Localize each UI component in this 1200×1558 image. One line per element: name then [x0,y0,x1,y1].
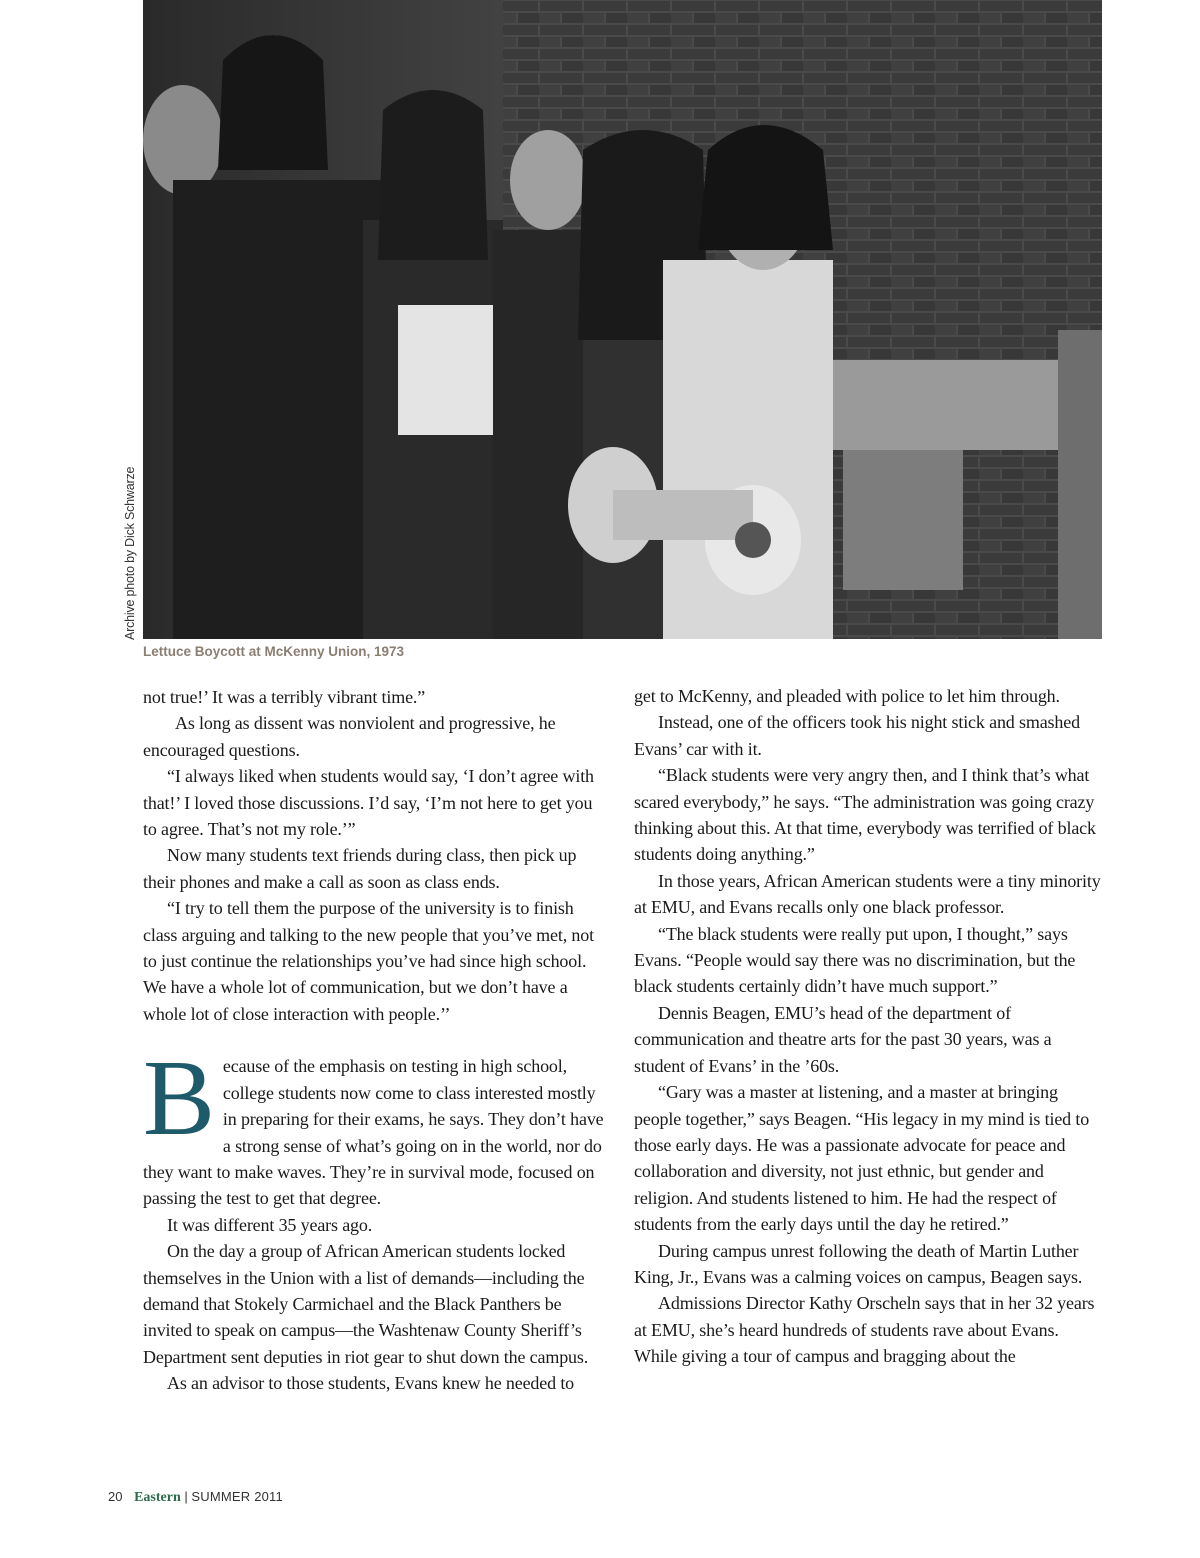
paragraph: On the day a group of African American students locked themselves in the Union with a list of demands—including the demand that Stokely Carmichael and the Black Panthers be invited to speak on campus—the Washtenaw County Sheriff’s Department sent deputies in riot gear to shut down the campus. [143,1241,589,1367]
article-column-left [143,684,609,1397]
dropcap-letter: B [143,1039,215,1159]
paragraph: Dennis Beagen, EMU’s head of the department of communication and theatre arts for the past 30 years, was a student of Evans’ in the ’60s. [634,1002,1052,1076]
page-footer [108,1489,283,1506]
page-number: 20 [108,1489,123,1504]
footer-separator: | [184,1489,188,1504]
photo-credit: Archive photo by Dick Schwarze [123,466,137,640]
paragraph: “Black students were very angry then, and I think that’s what scared everybody,” he says. “The administration was going crazy thinking about this. At that time, everybody was terrified of black students doing anything.” [634,765,1096,865]
paragraph: As an advisor to those students, Evans knew he needed to [167,1373,575,1394]
paragraph: not true!’ It was a terribly vibrant time.” [143,687,426,707]
dropcap-paragraph [143,1039,609,1211]
paragraph: Instead, one of the officers took his night stick and smashed Evans’ car with it. [634,712,1080,759]
paragraph: “The black students were really put upon, I thought,” says Evans. “People would say there was no discrimination, but the black students certainly didn’t have much support.” [634,923,1076,997]
paragraph: “Gary was a master at listening, and a master at bringing people together,” says Beagen. “His legacy in my mind is tied to those early days. He was a passionate advocate for peace and collaboration and diversity, not just ethnic, but gender and religion. And students listened to him. He had the respect of students from the early days until the day he retired.” [634,1082,1090,1235]
paragraph: “I always liked when students would say, ‘I don’t agree with that!’ I loved those discussions. I’d say, ‘I’m not here to get you to agree. That’s not my role.’” [143,766,594,840]
paragraph: Now many students text friends during class, then pick up their phones and make a call as soon as class ends. [143,845,577,892]
photo-caption: Lettuce Boycott at McKenny Union, 1973 [143,644,405,659]
paragraph: It was different 35 years ago. [167,1214,373,1235]
archive-photo [143,0,1102,639]
paragraph: get to McKenny, and pleaded with police to let him through. [634,686,1060,706]
dropcap-text: ecause of the emphasis on testing in high school, college students now come to class interested mostly in preparing for their exams, he says. They don’t have a strong sense of what’s going on in the world, nor do they want to make waves. They’re in survival mode, focused on passing the test to get that degree. [143,1056,604,1209]
article-column-right [634,683,1102,1370]
paragraph: “I try to tell them the purpose of the university is to finish class arguing and talking to the new people that you’ve met, not to just continue the relationships you’ve had since high school. We have a whole lot of communication, but we don’t have a whole lot of close interaction with people.’’ [143,898,594,1024]
paragraph: In those years, African American students were a tiny minority at EMU, and Evans recalls only one black professor. [634,870,1101,918]
paragraph: As long as dissent was nonviolent and progressive, he encouraged questions. [143,713,556,760]
paragraph: During campus unrest following the death of Martin Luther King, Jr., Evans was a calming voices on campus, Beagen says. [634,1240,1083,1287]
paragraph: Admissions Director Kathy Orscheln says that in her 32 years at EMU, she’s heard hundreds of students rave about Evans. While giving a tour of campus and bragging about the [634,1293,1095,1367]
issue-label: SUMMER 2011 [191,1489,283,1504]
magazine-name: Eastern [134,1490,181,1505]
